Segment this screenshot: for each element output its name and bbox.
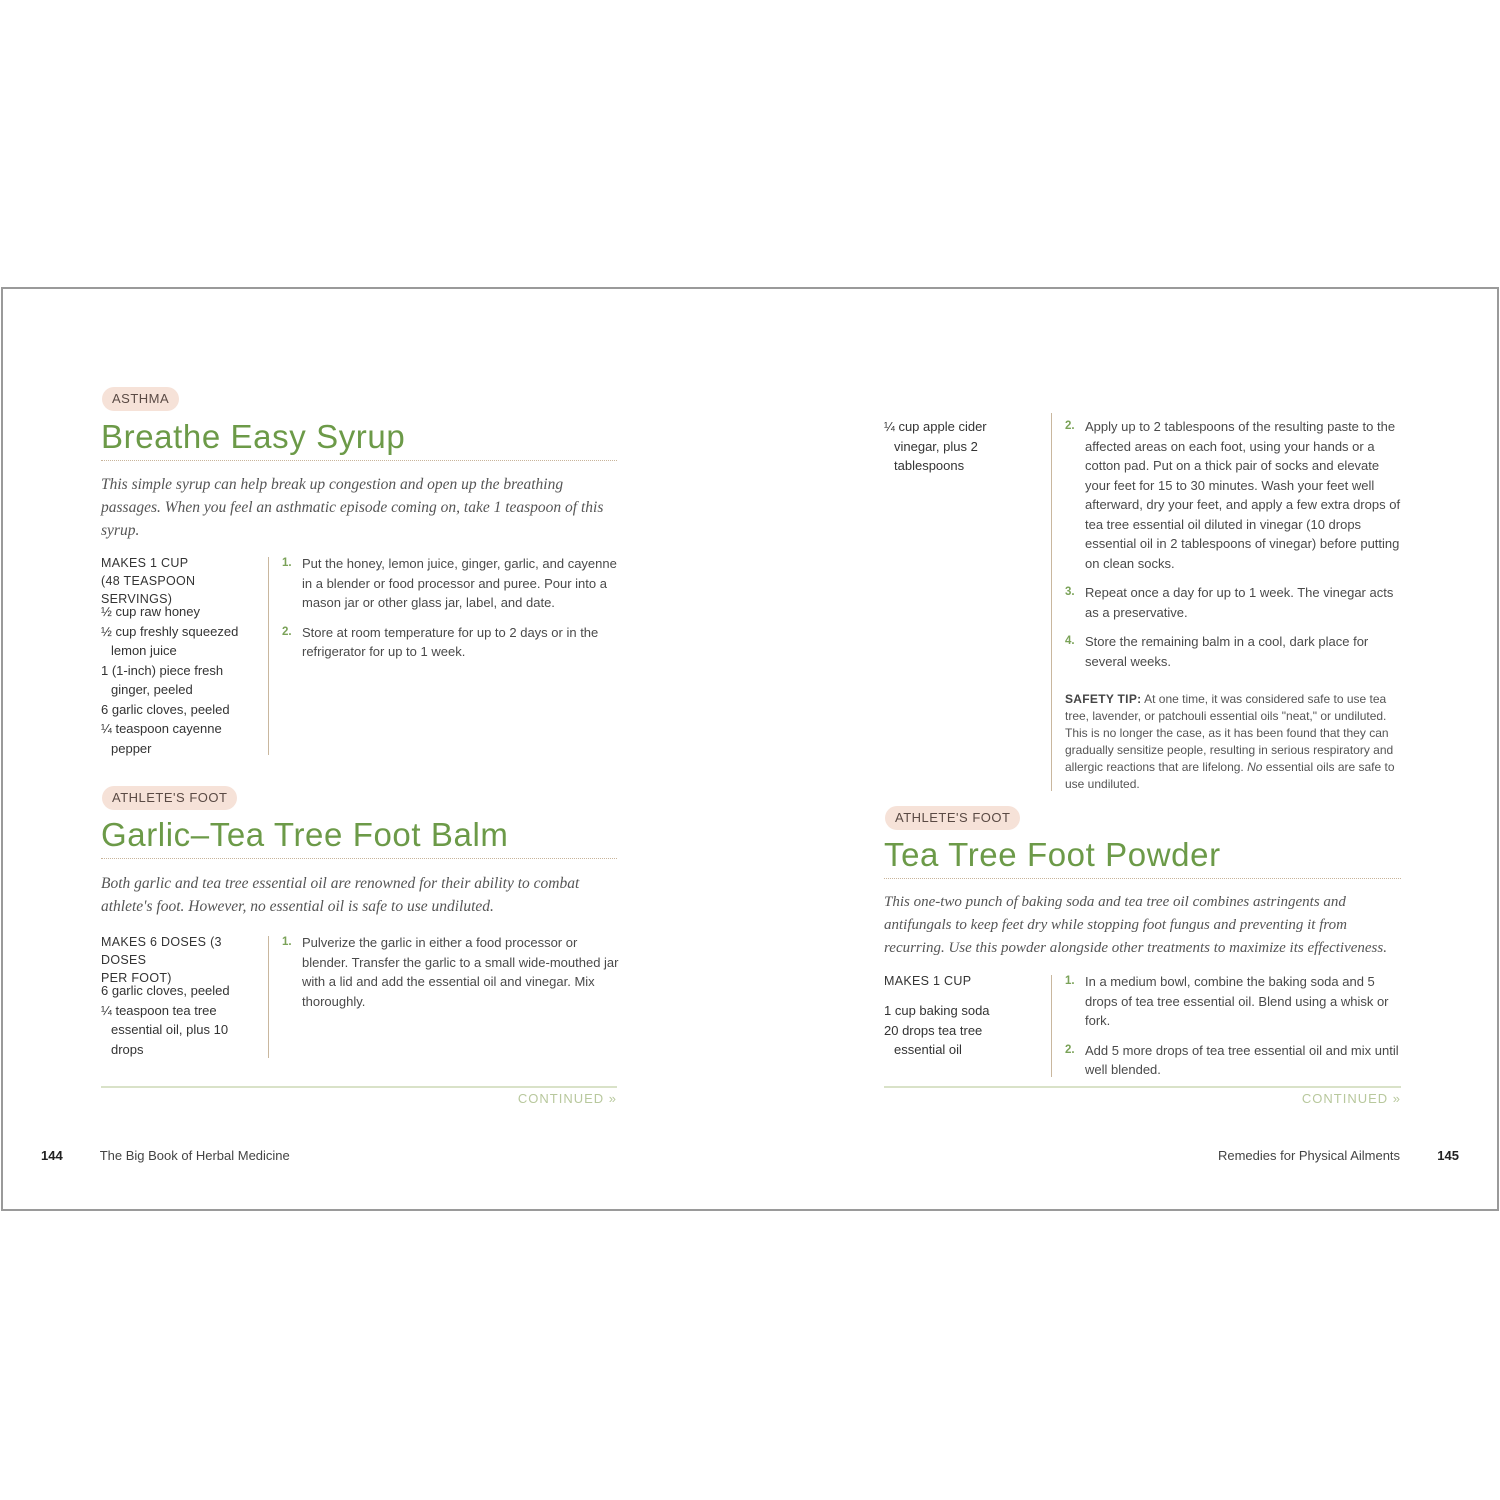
step-item: [1065, 417, 1405, 573]
book-title: The Big Book of Herbal Medicine: [99, 1148, 290, 1163]
bottom-divider: [884, 1086, 1401, 1088]
step-text: Apply up to 2 tablespoons of the resulting paste to the affected areas on each foot, using your hands or a cotton pad. Put on a thick pair of socks and elevate your feet for 15 to 30 minutes. Wash your feet well afterward, dry your feet, and apply a few extra drops of tea tree essential oil diluted in vinegar (10 drops essential oil in 2 tablespoons of vinegar) before putting on clean socks.: [1085, 419, 1401, 571]
ingredient-list: [101, 602, 261, 758]
recipe-intro: This simple syrup can help break up congestion and open up the breathing passages. When you feel an asthmatic episode coming on, take 1 teaspoon of this syrup.: [101, 476, 604, 539]
safety-tip-text: essential oils are safe to use undiluted.: [1065, 760, 1395, 791]
yield-line: MAKES 6 DOSES (3 DOSES: [101, 935, 222, 967]
recipe-intro: Both garlic and tea tree essential oil are renowned for their ability to combat athlete's foot. However, no essential oil is safe to use undiluted.: [101, 875, 580, 915]
ingredient-list: [101, 981, 261, 1059]
safety-tip-emphasis: No: [1247, 760, 1263, 774]
recipe-intro: This one-two punch of baking soda and tea tree oil combines astringents and antifungals to keep feet dry while stopping foot fungus and preventing it from recurring. Use this powder alongside other treatments to maximize its effectiveness.: [884, 894, 1387, 956]
column-divider: [268, 557, 269, 755]
step-text: Store the remaining balm in a cool, dark place for several weeks.: [1085, 634, 1369, 669]
ingredient-item: ¼ cup apple cider vinegar, plus 2 tablespoons: [884, 419, 987, 473]
step-list: [282, 554, 620, 672]
yield-line: MAKES 1 CUP: [101, 556, 189, 570]
step-list: [282, 933, 622, 1021]
ingredient-item: 6 garlic cloves, peeled: [101, 701, 230, 717]
step-number: 2.: [282, 625, 292, 638]
ingredient-item: 1 (1-inch) piece fresh ginger, peeled: [101, 662, 224, 697]
title-divider: [884, 878, 1401, 879]
step-number: 1.: [282, 557, 292, 569]
recipe-yield: [101, 554, 261, 608]
ingredient-item: ¼ teaspoon cayenne pepper: [101, 721, 222, 756]
step-item: [1065, 583, 1405, 622]
yield-line: MAKES 1 CUP: [884, 974, 972, 988]
step-item: [1065, 632, 1405, 671]
step-item: [282, 623, 620, 662]
step-number: 2.: [1065, 420, 1075, 432]
title-divider: [101, 460, 617, 461]
recipe-title-garlic-tea-tree-foot-balm: Garlic–Tea Tree Foot Balm: [101, 816, 509, 853]
step-item: [282, 554, 620, 613]
step-item: [1065, 972, 1405, 1031]
step-list: [1065, 972, 1405, 1090]
step-number: 3.: [1065, 586, 1075, 598]
continued-link: CONTINUED »: [1301, 1091, 1401, 1106]
recipe-yield: [101, 933, 261, 987]
step-number: 1.: [282, 936, 292, 948]
step-text: Store at room temperature for up to 2 days or in the refrigerator for up to 1 week.: [302, 624, 599, 659]
section-title: Remedies for Physical Ailments: [1217, 1148, 1401, 1163]
continued-link: CONTINUED »: [517, 1091, 617, 1106]
page-number: 144: [41, 1148, 63, 1163]
bottom-divider: [101, 1086, 617, 1088]
safety-tip: [1065, 691, 1403, 793]
step-text: Repeat once a day for up to 1 week. The vinegar acts as a preservative.: [1085, 585, 1394, 620]
ingredient-item: 20 drops tea tree essential oil: [884, 1022, 983, 1057]
book-spread: [1, 287, 1499, 1211]
step-item: [282, 933, 622, 1011]
step-number: 4.: [1065, 635, 1075, 647]
step-number: 2.: [1065, 1043, 1075, 1056]
ingredient-item: 6 garlic cloves, peeled: [101, 983, 230, 998]
column-divider: [268, 936, 269, 1058]
category-tag-athletes-foot: ATHLETE'S FOOT: [885, 806, 1020, 830]
page-footer-right: [1218, 1148, 1459, 1163]
column-divider: [1051, 975, 1052, 1077]
title-divider: [101, 858, 617, 859]
recipe-title-tea-tree-foot-powder: Tea Tree Foot Powder: [884, 836, 1221, 873]
category-tag-asthma: ASTHMA: [102, 387, 179, 411]
yield-line: PER FOOT): [101, 971, 172, 985]
recipe-yield: [884, 972, 1044, 990]
ingredient-list: [884, 417, 1034, 476]
ingredient-item: ½ cup freshly squeezed lemon juice: [101, 623, 239, 658]
step-item: [1065, 1041, 1405, 1080]
yield-line: (48 TEASPOON SERVINGS): [101, 574, 196, 606]
safety-tip-text: At one time, it was considered safe to use tea tree, lavender, or patchouli essential oils "neat," or undiluted. This is no longer the case, as it has been found that they can gradually sensitize people, resulting in serious respiratory and allergic reactions that are lifelong.: [1065, 692, 1394, 774]
ingredient-item: 1 cup baking soda: [884, 1003, 990, 1018]
column-divider: [1051, 413, 1052, 791]
step-text: In a medium bowl, combine the baking soda and 5 drops of tea tree essential oil. Blend using a whisk or fork.: [1085, 974, 1389, 1028]
ingredient-list: [884, 1001, 1034, 1060]
page-footer-left: [41, 1148, 290, 1163]
page-number: 145: [1437, 1148, 1459, 1163]
ingredient-item: ½ cup raw honey: [101, 604, 201, 619]
step-text: Add 5 more drops of tea tree essential oil and mix until well blended.: [1085, 1042, 1399, 1077]
category-tag-athletes-foot: ATHLETE'S FOOT: [102, 786, 237, 810]
step-number: 1.: [1065, 975, 1075, 987]
safety-tip-label: SAFETY TIP:: [1065, 692, 1142, 706]
step-text: Put the honey, lemon juice, ginger, garlic, and cayenne in a blender or food processor and puree. Pour into a mason jar or other glass jar, label, and date.: [302, 556, 617, 610]
step-list: [1065, 417, 1405, 681]
recipe-title-breathe-easy-syrup: Breathe Easy Syrup: [101, 418, 406, 455]
ingredient-item: ¼ teaspoon tea tree essential oil, plus 10 drops: [101, 1002, 229, 1057]
step-text: Pulverize the garlic in either a food processor or blender. Transfer the garlic to a small wide-mouthed jar with a lid and add the essential oil and vinegar. Mix thoroughly.: [302, 935, 619, 1009]
